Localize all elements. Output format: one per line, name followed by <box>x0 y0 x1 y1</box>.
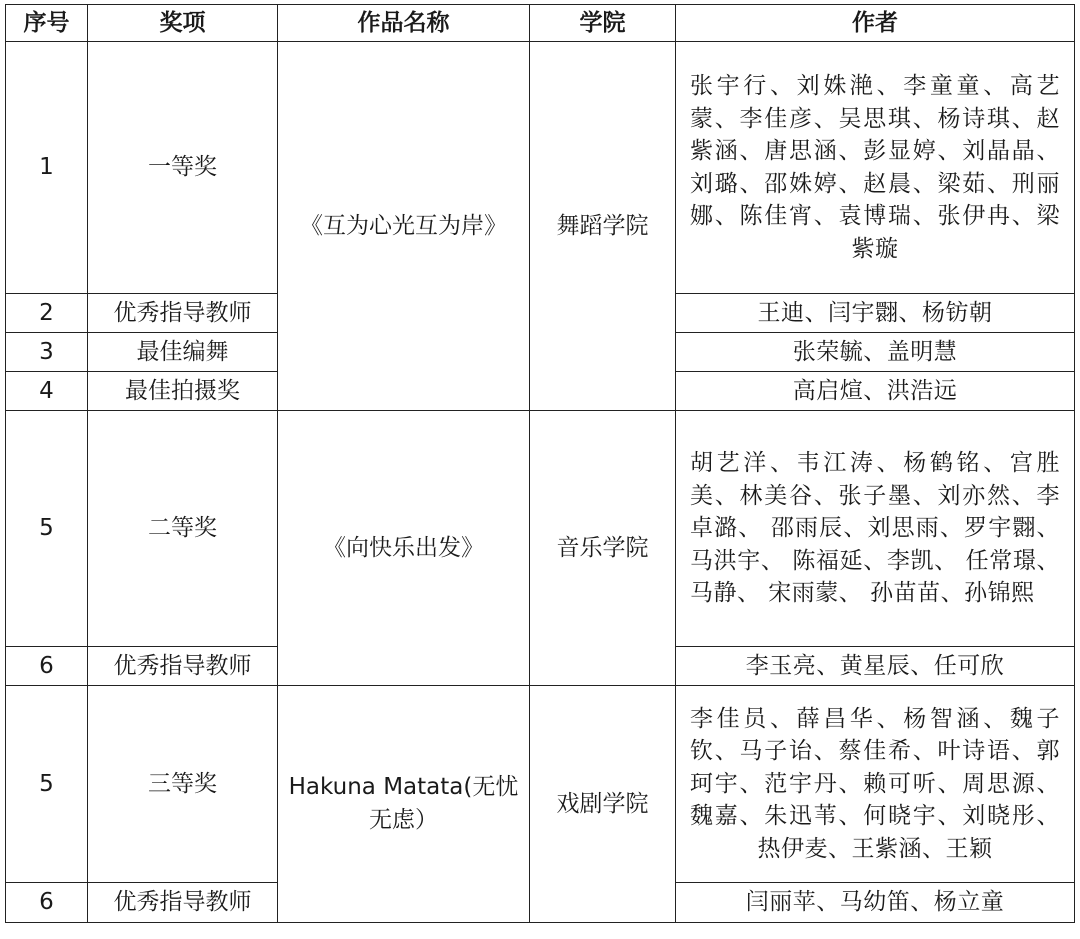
row-authors: 张荣毓、盖明慧 <box>676 333 1075 372</box>
work-title: 《向快乐出发》 <box>278 411 530 686</box>
row-authors: 张宇行、刘姝滟、李童童、高艺蒙、李佳彦、吴思琪、杨诗琪、赵紫涵、唐思涵、彭显婷、刘晶晶、刘璐、邵姝婷、赵晨、梁茹、刑丽娜、陈佳宵、袁博瑞、张伊冉、梁紫璇 <box>676 42 1075 294</box>
college: 戏剧学院 <box>530 686 676 923</box>
awards-table <box>5 4 1075 923</box>
row-number: 5 <box>6 411 88 647</box>
table-row <box>6 411 1075 647</box>
row-authors: 高启煊、洪浩远 <box>676 372 1075 411</box>
row-number: 4 <box>6 372 88 411</box>
row-authors: 李佳员、薛昌华、杨智涵、魏子钦、马子诒、蔡佳希、叶诗语、郭珂宇、范宇丹、赖可听、周思源、魏嘉、朱迅苇、何晓宇、刘晓彤、热伊麦、王紫涵、王颖 <box>676 686 1075 883</box>
row-authors: 闫丽苹、马幼笛、杨立童 <box>676 883 1075 923</box>
row-award: 一等奖 <box>88 42 278 294</box>
row-number: 1 <box>6 42 88 294</box>
row-award: 优秀指导教师 <box>88 647 278 686</box>
table-row <box>6 686 1075 883</box>
row-award: 优秀指导教师 <box>88 294 278 333</box>
college: 音乐学院 <box>530 411 676 686</box>
row-number: 6 <box>6 883 88 923</box>
row-authors: 王迪、闫宇翾、杨钫朝 <box>676 294 1075 333</box>
header-authors: 作者 <box>676 5 1075 42</box>
college: 舞蹈学院 <box>530 42 676 411</box>
work-title: 《互为心光互为岸》 <box>278 42 530 411</box>
header-award: 奖项 <box>88 5 278 42</box>
row-number: 6 <box>6 647 88 686</box>
row-number: 2 <box>6 294 88 333</box>
header-row <box>6 5 1075 42</box>
row-authors: 胡艺洋、韦江涛、杨鹤铭、宫胜美、林美谷、张子墨、刘亦然、李卓潞、 邵雨辰、刘思雨、罗宇翾、马洪宇、 陈福延、李凯、 任常璟、马静、 宋雨蒙、 孙苗苗、孙锦熙 <box>676 411 1075 647</box>
row-award: 三等奖 <box>88 686 278 883</box>
header-work-title: 作品名称 <box>278 5 530 42</box>
row-number: 5 <box>6 686 88 883</box>
row-award: 优秀指导教师 <box>88 883 278 923</box>
row-award: 二等奖 <box>88 411 278 647</box>
header-college: 学院 <box>530 5 676 42</box>
row-award: 最佳编舞 <box>88 333 278 372</box>
row-authors: 李玉亮、黄星辰、任可欣 <box>676 647 1075 686</box>
header-number: 序号 <box>6 5 88 42</box>
table-row <box>6 42 1075 294</box>
work-title: Hakuna Matata(无忧无虑） <box>278 686 530 923</box>
row-award: 最佳拍摄奖 <box>88 372 278 411</box>
row-number: 3 <box>6 333 88 372</box>
